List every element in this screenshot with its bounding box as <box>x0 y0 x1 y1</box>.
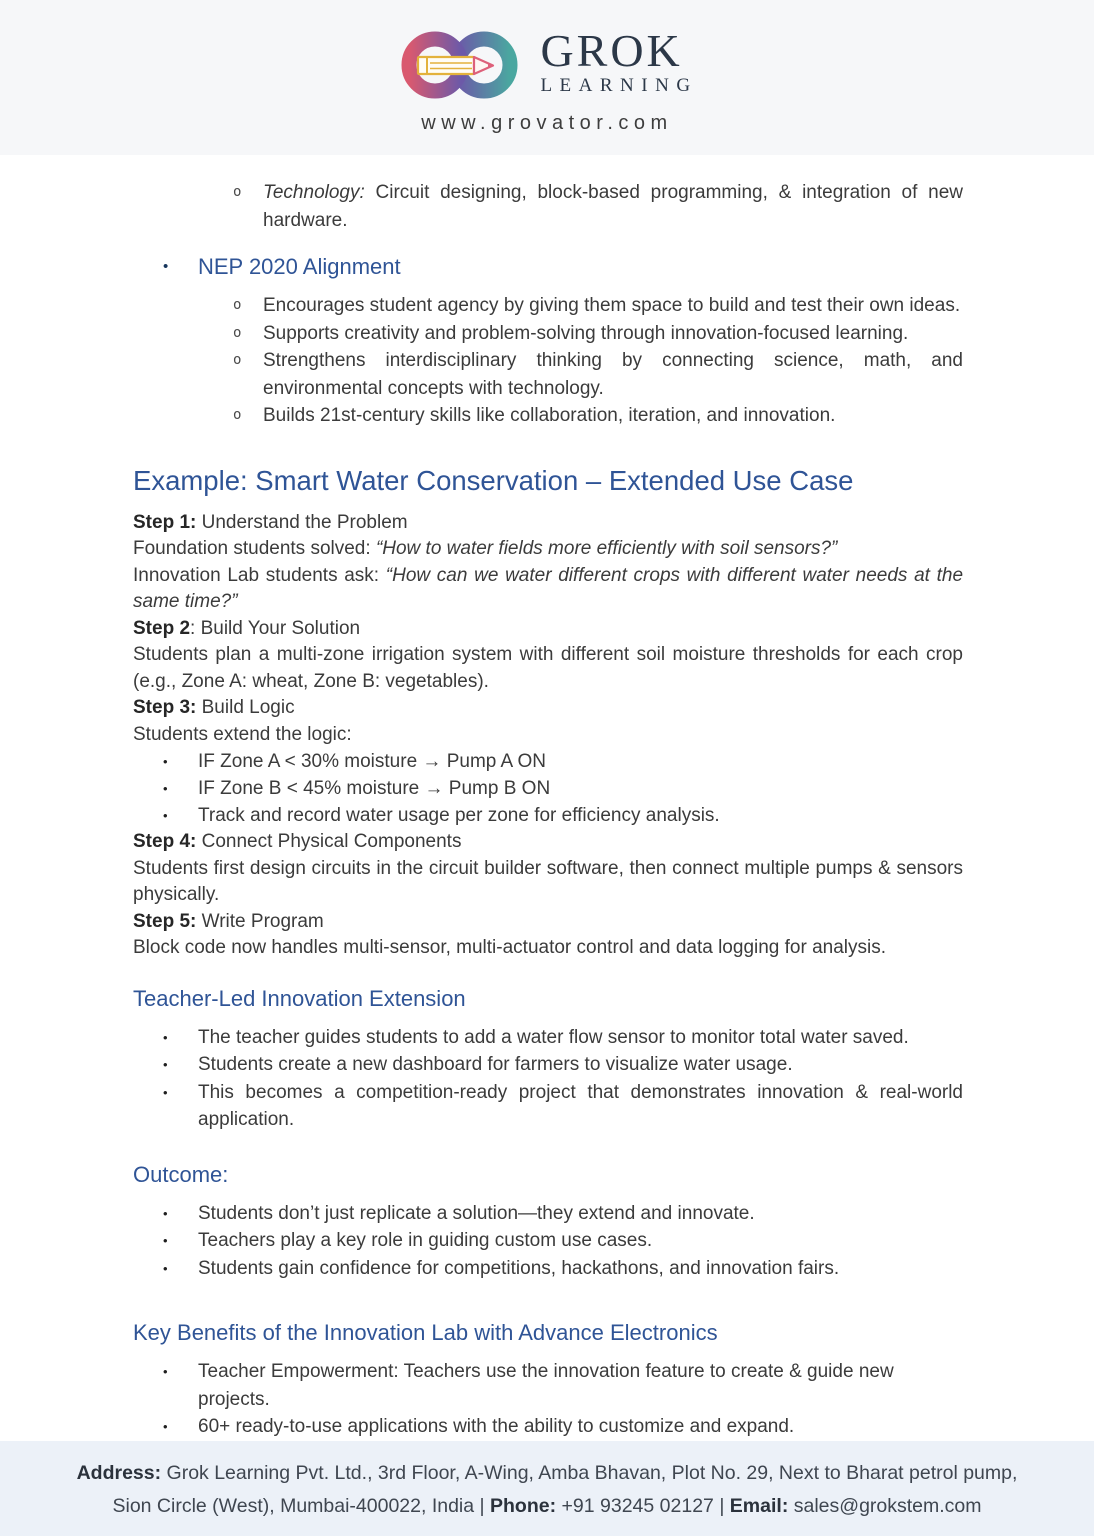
benefits-list <box>133 1358 963 1441</box>
list-item <box>133 748 963 775</box>
technology-bullet-item <box>133 179 963 234</box>
step-line: Step 5: Write Program <box>133 910 324 932</box>
grok-logo-icon <box>396 25 528 103</box>
list-item <box>133 1358 963 1413</box>
bullet-dot-icon: • <box>163 754 168 769</box>
step-label: Step 4: <box>133 831 197 852</box>
brand-text <box>540 25 698 97</box>
steps-block <box>133 510 963 962</box>
list-item <box>133 1024 963 1052</box>
pencil-icon <box>418 57 493 74</box>
example-heading: Example: Smart Water Conservation – Extended Use Case <box>133 464 854 496</box>
list-item <box>133 775 963 802</box>
list-item <box>133 1413 963 1441</box>
quote-text: “How to water fields more efficiently with soil sensors?” <box>375 538 838 559</box>
step-line: Students plan a multi-zone irrigation system with different soil moisture thresholds for each crop (e.g., Zone A: wheat, Zone B: vegetables). <box>133 644 963 692</box>
nep-heading-row <box>133 252 963 282</box>
footer-band <box>0 1441 1094 1536</box>
bullet-dot-icon: • <box>163 1057 168 1072</box>
bullet-dot-icon: • <box>163 1205 168 1221</box>
bullet-dot-icon: • <box>163 808 168 823</box>
list-item-text: Track and record water usage per zone for efficiency analysis. <box>198 805 720 826</box>
bullet-dot-icon: • <box>163 258 169 275</box>
nep-heading: NEP 2020 Alignment <box>198 254 401 279</box>
step-line: Block code now handles multi-sensor, multi-actuator control and data logging for analysis. <box>133 937 887 958</box>
step-line: Step 2: Build Your Solution <box>133 617 361 639</box>
step-label: Step 2 <box>133 617 191 639</box>
bullet-dot-icon: • <box>163 1233 168 1248</box>
list-item <box>133 320 963 348</box>
list-item-text: 60+ ready-to-use applications with the ability to customize and expand. <box>198 1416 795 1437</box>
list-item <box>133 1051 963 1079</box>
list-item-text: IF Zone A < 30% moisture → Pump A ON <box>198 751 546 772</box>
step-label: Step 5: <box>133 910 197 932</box>
list-item <box>133 1079 963 1134</box>
technology-label: Technology: <box>263 182 365 203</box>
logic-bullet-list <box>133 748 963 829</box>
brand-name: GROK <box>540 25 683 76</box>
technology-text-line <box>263 179 963 234</box>
list-item <box>133 802 963 829</box>
teacher-list <box>133 1024 963 1134</box>
list-item-text: Builds 21st-century skills like collaboration, iteration, and innovation. <box>263 405 836 426</box>
list-item <box>133 292 963 320</box>
list-item <box>133 1227 963 1255</box>
footer-label: Address: <box>76 1462 162 1484</box>
bullet-dot-icon: • <box>163 1029 168 1045</box>
list-item-text: The teacher guides students to add a water flow sensor to monitor total water saved. <box>198 1026 909 1048</box>
list-item-text: This becomes a competition-ready project that demonstrates innovation & real-world application. <box>198 1081 963 1130</box>
list-item <box>133 402 963 430</box>
step-label: Step 1: <box>133 511 197 533</box>
step-line: Students first design circuits in the circuit builder software, then connect multiple pumps & sensors physically. <box>133 857 963 905</box>
step-line: Students extend the logic: <box>133 723 352 745</box>
outcome-list <box>133 1200 963 1283</box>
circle-bullet-icon: o <box>233 352 242 368</box>
list-item-text: Teacher Empowerment: Teachers use the innovation feature to create & guide new projects. <box>198 1361 894 1410</box>
bullet-dot-icon: • <box>163 1419 168 1434</box>
list-item <box>133 347 963 402</box>
benefits-heading: Key Benefits of the Innovation Lab with Advance Electronics <box>133 1320 718 1345</box>
circle-bullet-icon: o <box>233 324 242 341</box>
list-item <box>133 1255 963 1283</box>
circle-bullet-icon: o <box>233 184 242 200</box>
list-item-text: Students gain confidence for competitions, hackathons, and innovation fairs. <box>198 1257 840 1279</box>
bullet-dot-icon: • <box>163 781 168 796</box>
step-line: Step 4: Connect Physical Components <box>133 831 462 852</box>
list-item-text: Teachers play a key role in guiding custom use cases. <box>198 1230 653 1251</box>
nep-list <box>133 292 963 430</box>
website-url: www.grovator.com <box>421 111 673 134</box>
quote-text: “How can we water different crops with different water needs at the same time?” <box>133 564 964 612</box>
footer-label: Email: <box>729 1495 789 1517</box>
step-line: Step 1: Understand the Problem <box>133 511 408 533</box>
outcome-heading: Outcome: <box>133 1161 229 1187</box>
brand-subname: LEARNING <box>540 75 698 96</box>
footer-label: Phone: <box>490 1495 557 1517</box>
step-line: Innovation Lab students ask: “How can we water different crops with different water needs at the same time?” <box>133 564 964 612</box>
logo <box>396 25 697 103</box>
list-item-text: Strengthens interdisciplinary thinking by connecting science, math, and environmental concepts with technology. <box>263 350 963 399</box>
bullet-dot-icon: • <box>163 1084 168 1100</box>
step-line: Step 3: Build Logic <box>133 697 295 718</box>
technology-text: Circuit designing, block-based programming, & integration of new hardware. <box>263 182 963 231</box>
list-item-text: IF Zone B < 45% moisture → Pump B ON <box>198 778 551 799</box>
footer-text: Address: Grok Learning Pvt. Ltd., 3rd Floor, A-Wing, Amba Bhavan, Plot No. 29, Next to Bharat petrol pump, Sion Circle (West), Mumbai-400022, India | Phone: +91 93245 02127 | Email: sales@grokstem.com <box>76 1462 1018 1517</box>
step-label: Step 3: <box>133 697 197 718</box>
teacher-heading: Teacher-Led Innovation Extension <box>133 985 466 1011</box>
step-line: Foundation students solved: “How to water fields more efficiently with soil sensors?” <box>133 538 838 559</box>
circle-bullet-icon: o <box>233 407 242 423</box>
list-item-text: Students create a new dashboard for farmers to visualize water usage. <box>198 1054 793 1075</box>
bullet-dot-icon: • <box>163 1260 168 1276</box>
circle-bullet-icon: o <box>233 297 242 313</box>
list-item-text: Students don’t just replicate a solution—they extend and innovate. <box>198 1202 755 1224</box>
list-item-text: Encourages student agency by giving them space to build and test their own ideas. <box>263 295 961 316</box>
bullet-dot-icon: • <box>163 1364 168 1379</box>
list-item <box>133 1200 963 1228</box>
list-item-text: Supports creativity and problem-solving through innovation-focused learning. <box>263 322 909 344</box>
page-content <box>0 155 1094 1441</box>
header-band <box>0 0 1094 155</box>
